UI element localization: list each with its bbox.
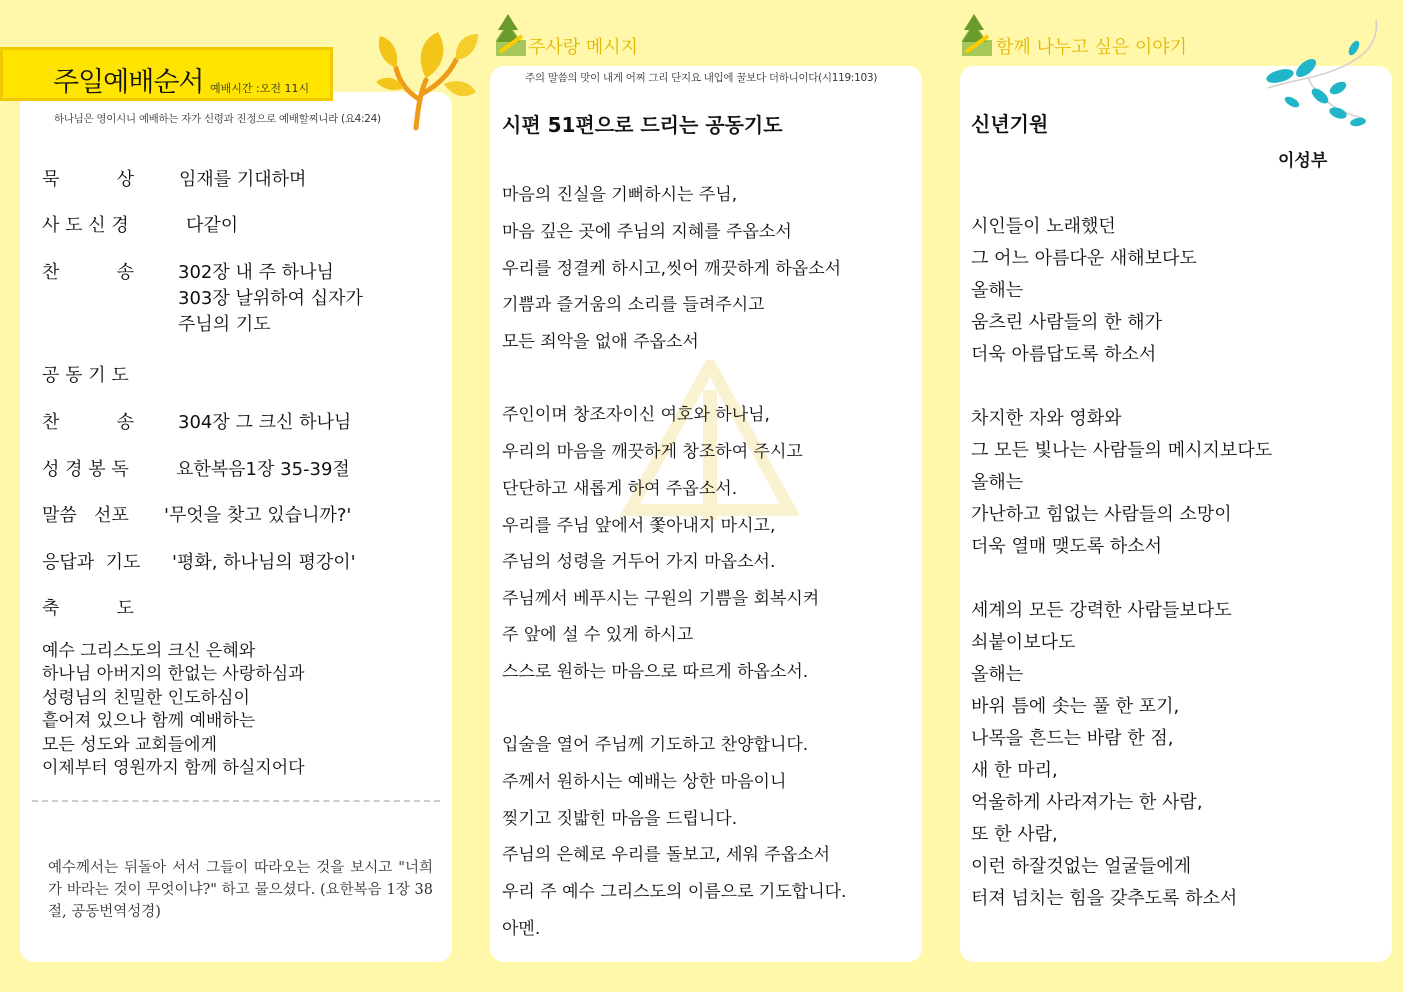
prayer-line: 모든 죄악을 없애 주옵소서: [502, 332, 699, 352]
poem-heading: 신년기원: [971, 112, 1049, 136]
order-value: 다같이: [186, 215, 239, 236]
prayer-line: 찢기고 짓밟힌 마음을 드립니다.: [502, 809, 738, 829]
poem-line: 터져 넘치는 힘을 갖추도록 하소서: [971, 888, 1238, 909]
poem-line: 차지한 자와 영화와: [971, 408, 1122, 429]
order-value: '평화, 하나님의 평강이': [172, 552, 356, 573]
prayer-line: 주님의 성령을 거두어 가지 마옵소서.: [502, 552, 776, 572]
tree-logo-icon: [492, 12, 526, 56]
poem-line: 바위 틈에 솟는 풀 한 포기,: [971, 696, 1180, 717]
bible-quote: 예수께서는 뒤돌아 서서 그들이 따라오는 것을 보시고 "너희가 바라는 것이 무엇이냐?" 하고 물으셨다. (요한복음 1장 38절, 공동번역성경): [48, 860, 433, 920]
order-label: 공 동 기 도: [42, 365, 129, 386]
benediction-line: 예수 그리스도의 크신 은혜와: [42, 641, 256, 661]
prayer-line: 주 앞에 설 수 있게 하시고: [502, 625, 694, 645]
prayer-line: 마음의 진실을 기뻐하시는 주님,: [502, 185, 738, 205]
benediction-line: 모든 성도와 교회들에게: [42, 735, 218, 755]
order-label: 성 경 봉 독: [42, 459, 129, 480]
prayer-line: 입술을 열어 주님께 기도하고 찬양합니다.: [502, 735, 809, 755]
poem-line: 그 모든 빛나는 사람들의 메시지보다도: [971, 440, 1273, 461]
prayer-line: 우리 주 예수 그리스도의 이름으로 기도합니다.: [502, 882, 847, 902]
benediction-line: 하나님 아버지의 한없는 사랑하심과: [42, 664, 305, 684]
prayer-line: 주님께서 베푸시는 구원의 기쁨을 회복시켜: [502, 589, 820, 609]
teal-leaves-icon: [1258, 18, 1398, 138]
poem-line: 더욱 열매 맺도록 하소서: [971, 536, 1163, 557]
order-label: 찬 송: [42, 262, 134, 283]
order-label: 응답과 기도: [42, 552, 141, 573]
prayer-line: 아멘.: [502, 919, 541, 939]
order-value: 302장 내 주 하나님: [178, 262, 334, 283]
prayer-line: 우리를 주님 앞에서 쫓아내지 마시고,: [502, 516, 776, 536]
poem-line: 올해는: [971, 664, 1024, 685]
order-label: 묵 상: [42, 169, 134, 190]
order-label: 사 도 신 경: [42, 215, 129, 236]
poem-author: 이성부: [1278, 151, 1328, 171]
section-title: 주사랑 메시지: [528, 37, 639, 58]
prayer-line: 주님의 은혜로 우리를 돌보고, 세워 주옵소서: [502, 845, 831, 865]
prayer-line: 마음 깊은 곳에 주님의 지혜를 주옵소서: [502, 222, 792, 242]
poem-line: 더욱 아름답도록 하소서: [971, 344, 1157, 365]
poem-line: 올해는: [971, 472, 1024, 493]
poem-line: 그 어느 아름다운 새해보다도: [971, 248, 1197, 269]
prayer-heading: 시편 51편으로 드리는 공동기도: [502, 113, 783, 137]
prayer-line: 우리를 정결케 하시고,씻어 깨끗하게 하옵소서: [502, 259, 842, 279]
benediction-line: 흩어져 있으나 함께 예배하는: [42, 711, 256, 731]
poem-line: 세계의 모든 강력한 사람들보다도: [971, 600, 1232, 621]
prayer-line: 기쁨과 즐거움의 소리를 들려주시고: [502, 295, 765, 315]
order-label: 축 도: [42, 598, 134, 619]
poem-line: 움츠린 사람들의 한 해가: [971, 312, 1163, 333]
poem-line: 억울하게 사라져가는 한 사람,: [971, 792, 1203, 813]
section-title: 함께 나누고 싶은 이야기: [996, 37, 1188, 58]
header-verse: 하나님은 영이시니 예배하는 자가 신령과 진정으로 예배할찌니라 (요4:24): [54, 113, 381, 125]
prayer-line: 단단하고 새롭게 하여 주옵소서.: [502, 479, 738, 499]
page-title: 주일예배순서: [53, 67, 204, 98]
poem-line: 나목을 흔드는 바람 한 점,: [971, 728, 1174, 749]
tree-logo-icon: [958, 12, 992, 56]
worship-time: 예배시간 :오전 11시: [210, 82, 310, 95]
order-label: 말씀 선포: [42, 505, 129, 526]
title-banner: [0, 47, 333, 101]
poem-line: 쇠붙이보다도: [971, 632, 1076, 653]
order-label: 찬 송: [42, 412, 134, 433]
poem-line: 이런 하잘것없는 얼굴들에게: [971, 856, 1192, 877]
hymn-line: 303장 날위하여 십자가: [178, 288, 363, 309]
poem-line: 또 한 사람,: [971, 824, 1058, 845]
divider: [32, 800, 440, 802]
benediction-line: 이제부터 영원까지 함께 하실지어다: [42, 758, 305, 778]
poem-line: 새 한 마리,: [971, 760, 1058, 781]
poem-line: 시인들이 노래했던: [971, 216, 1116, 237]
section-verse: 주의 말씀의 맛이 내게 어찌 그리 단지요 내입에 꿀보다 더하니이다(시119:103): [525, 72, 878, 84]
order-value: 임재를 기대하며: [179, 169, 307, 190]
benediction-line: 성령님의 친밀한 인도하심이: [42, 688, 250, 708]
poem-line: 가난하고 힘없는 사람들의 소망이: [971, 504, 1232, 525]
prayer-line: 우리의 마음을 깨끗하게 창조하여 주시고: [502, 442, 803, 462]
poem-line: 올해는: [971, 280, 1024, 301]
hymn-line: 주님의 기도: [178, 314, 271, 335]
order-value: '무엇을 찾고 있습니까?': [164, 505, 352, 526]
prayer-line: 주인이며 창조자이신 여호와 하나님,: [502, 405, 770, 425]
order-value: 304장 그 크신 하나님: [178, 412, 352, 433]
prayer-line: 스스로 원하는 마음으로 따르게 하옵소서.: [502, 662, 809, 682]
prayer-line: 주께서 원하시는 예배는 상한 마음이니: [502, 772, 787, 792]
order-value: 요한복음1장 35-39절: [176, 459, 350, 480]
